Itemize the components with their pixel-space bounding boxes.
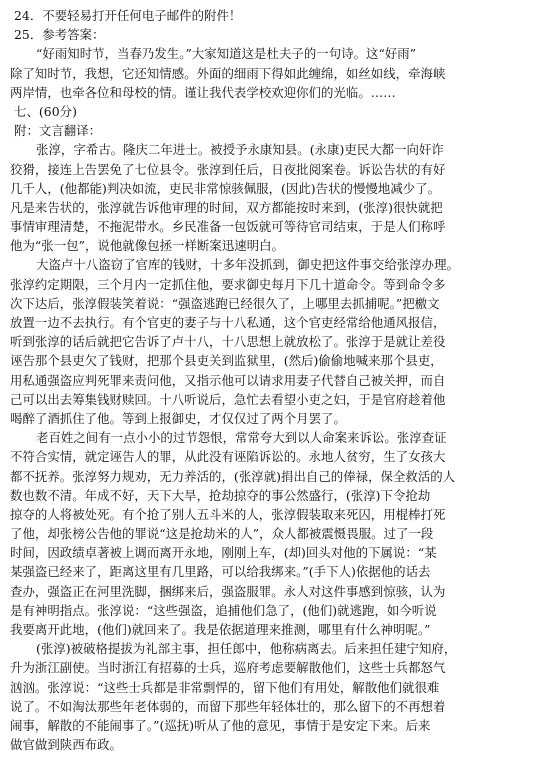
text-line: 放置一边不去执行。有个官吏的妻子与十八私通，这个官吏经常给他通风报信， xyxy=(10,315,446,330)
text-line: 狡猾，接连上告罢免了七位县令。张淳到任后，日夜批阅案卷。诉讼告状的有好 xyxy=(10,161,446,177)
text-line: 汹汹。张淳说：“这些士兵都是非常剽悍的，留下他们有用处，解散他们就很难 xyxy=(10,679,440,695)
text-line: 时间，因政绩卓著被上调而离开永地，刚刚上车，(却)回头对他的下属说：“某 xyxy=(10,545,437,561)
text-line: 大盗卢十八盗窃了官库的钱财，十多年没抓到，御史把这件事交给张淳办理。 xyxy=(36,257,459,273)
text-line: 除了知时节，我想，它还知情感。外面的细雨下得如此缠绵，如丝如线，牵海峡 xyxy=(10,65,446,81)
text-line: 25．参考答案： xyxy=(14,27,105,43)
text-line: (张淳)被破格提拔为礼部主事，担任郎中，他称病离去。后来担任建宁知府， xyxy=(36,641,457,657)
text-line: 他为“张一包”，说他就像包拯一样断案迅速明白。 xyxy=(10,238,285,254)
text-line: 张淳约定期限，三个月内一定抓住他，要求御史每月下几十道命令。等到命令多 xyxy=(10,276,446,292)
text-line: 用私通强盗应判死罪来责问他，又指示他可以请求用妻子代替自己被关押，而自 xyxy=(10,372,446,388)
text-line: 某强盗已经来了，距离这里有几里路，可以给我绑来。”(手下人)依据他的话去 xyxy=(10,564,431,580)
text-line: 喝醉了酒抓住了他。等到上报御史，才仅仅过了两个月罢了。 xyxy=(10,410,346,426)
text-line: 己可以出去筹集钱财赎回。十八听说后，急忙去看望小吏之妇，于是官府趁着他 xyxy=(10,391,446,407)
text-line: 事情审理清楚，不拖泥带水。乡民准备一包饭就可等待官司结束，于是人们称呼 xyxy=(10,219,446,235)
text-line: 闹事，解散的不能闹事了。”(巡抚)听从了他的意见，事情于是安定下来。后来 xyxy=(10,717,431,733)
text-line: 我要离开此地，(他们)就回来了。我是依据道理来推测，哪里有什么神明呢。” xyxy=(10,622,431,637)
text-line: 张淳，字希古。隆庆二年进士。被授予永康知县。(永康)吏民大都一向奸诈 xyxy=(36,142,444,158)
text-line: 两岸情，也牵各位和母校的情。谨让我代表学校欢迎你们的光临。…… xyxy=(10,84,396,100)
text-line: 附：文言翻译： xyxy=(14,123,102,139)
text-line: 次下达后，张淳假装笑着说：“强盗逃跑已经很久了，上哪里去抓捕呢。”把檄文 xyxy=(10,295,440,311)
text-line: 数也数不清。年成不好，天下大旱，抢劫掠夺的事公然盛行，(张淳)下令抢劫 xyxy=(10,487,431,503)
text-line: 24．不要轻易打开任何电子邮件的附件！ xyxy=(14,8,242,23)
text-line: 是有神明指点。张淳说：“这些强盗，追捕他们急了，(他们)就逃跑，如今听说 xyxy=(10,602,437,618)
text-line: 诬告那个县吏欠了钱财，把那个县吏关到监狱里，(然后)偷偷地喊来那个县吏， xyxy=(10,353,443,369)
text-line: 凡是来告状的，张淳就告诉他审理的时间，双方都能按时来到，(张淳)很快就把 xyxy=(10,199,443,215)
text-line: 查办，强盗正在河里洗脚，捆绑来后，强盗服罪。永人对这件事感到惊骇，认为 xyxy=(10,583,446,599)
text-line: 都不抚养。张淳努力规劝，无力养活的，(张淳就)捐出自己的俸禄，保全救活的人 xyxy=(10,468,456,484)
text-line: 升为浙江副使。当时浙江有招募的士兵，巡府考虑要解散他们，这些士兵都怒气 xyxy=(10,660,446,676)
text-line: 老百姓之间有一点小小的过节怨恨，常常夸大到以人命案来诉讼。张淳查证 xyxy=(36,430,447,446)
text-line: 七、(60分) xyxy=(14,103,77,119)
text-line: 听到张淳的话后就把它告诉了卢十八，十八思想上就放松了。张淳于是就让差役 xyxy=(10,334,446,350)
text-line: 做官做到陕西布政。 xyxy=(10,737,122,753)
text-line: 不符合实情，就定诬告人的罪，从此没有诬陷诉讼的。永地人贫穷，生了女孩大 xyxy=(10,449,446,465)
text-line: 几千人，(他都能)判决如流，吏民非常惊骇佩服，(因此)告状的慢慢地减少了。 xyxy=(10,180,441,196)
text-line: 说了。不如淘汰那些年老体弱的，而留下那些年轻体壮的，那么留下的不再想着 xyxy=(10,698,446,714)
text-line: 掠夺的人将被处死。有个抢了别人五斗米的人，张淳假装取来死囚，用棍棒打死 xyxy=(10,506,446,522)
text-line: “好雨知时节，当春乃发生。”大家知道这是杜夫子的一句诗。这“好雨” xyxy=(36,46,417,62)
text-line: 了他，却张榜公告他的罪说“这是抢劫米的人”，众人都被震慑畏服。过了一段 xyxy=(10,526,434,542)
